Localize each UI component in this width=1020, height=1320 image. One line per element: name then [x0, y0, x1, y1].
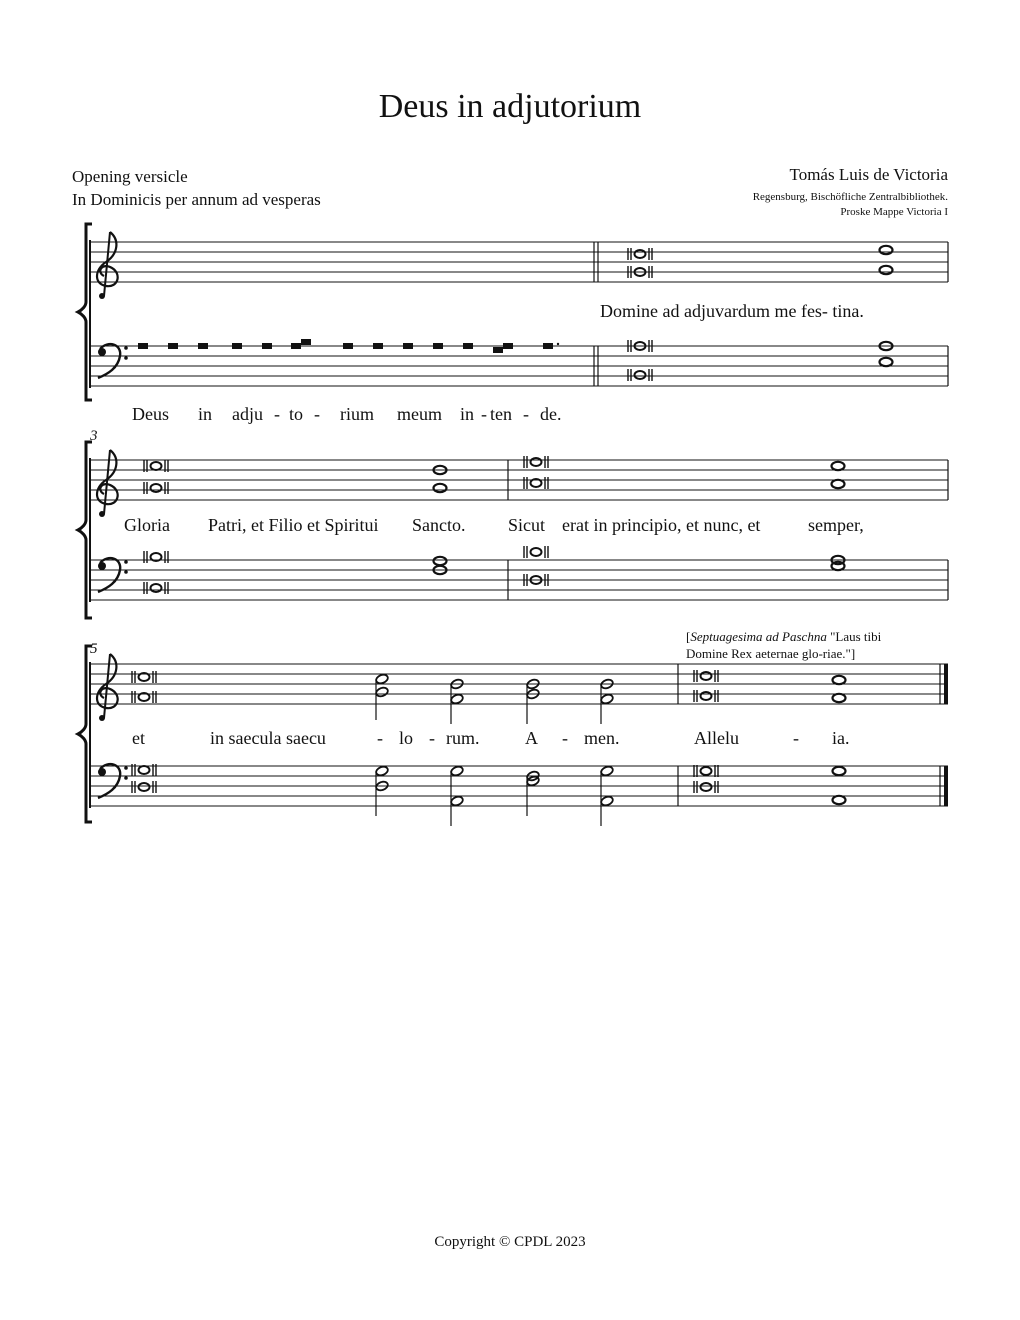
system-3: [78, 646, 948, 826]
breve-note-icon: [132, 691, 156, 703]
breve-note-icon: [628, 369, 652, 381]
lyric-syllable: adju: [232, 404, 263, 424]
lyric-syllable: A: [525, 728, 538, 748]
annotation-italic: Septuagesima ad Paschna: [690, 629, 827, 644]
whole-note-icon: [880, 266, 893, 274]
source-line-2: Proske Mappe Victoria I: [840, 206, 948, 218]
breve-note-icon: [628, 248, 652, 260]
copyright-footer: Copyright © CPDL 2023: [434, 1234, 586, 1250]
lyric-syllable: -: [377, 728, 383, 748]
subtitle-line-2: In Dominicis per annum ad vesperas: [72, 190, 321, 209]
lyric-syllable: Allelu: [694, 728, 739, 748]
lyric-syllable: to: [289, 404, 304, 424]
whole-note-icon: [833, 796, 846, 804]
whole-note-icon: [833, 676, 846, 684]
lyric-syllable: in: [460, 404, 475, 424]
half-notes-treble: [375, 673, 614, 724]
whole-note-icon: [434, 484, 447, 492]
whole-note-icon: [434, 557, 447, 565]
breve-note-icon: [132, 764, 156, 776]
lyric-syllable: ten: [490, 404, 512, 424]
lyric-syllable: Gloria: [124, 515, 170, 535]
subtitle-line-1: Opening versicle: [72, 167, 188, 186]
lyric-syllable: rium: [340, 404, 374, 424]
whole-note-icon: [832, 462, 845, 470]
response-lyric: Domine ad adjuvardum me fes- tina.: [600, 301, 864, 321]
alternate-text-note: [Septuagesima ad Paschna "Laus tibi Domine Rex aeternae glo-riae."]: [686, 629, 882, 661]
lyric-syllable: Deus: [132, 404, 169, 424]
lyric-syllable: -: [562, 728, 568, 748]
breve-note-icon: [132, 671, 156, 683]
breve-note-icon: [694, 765, 718, 777]
whole-note-icon: [880, 358, 893, 366]
measure-number: 3: [90, 428, 98, 444]
composer-name: Tomás Luis de Victoria: [789, 165, 948, 184]
score-title: Deus in adjutorium: [378, 88, 642, 125]
lyric-syllable: et: [132, 728, 145, 748]
lyric-syllable: ia.: [832, 728, 850, 748]
breve-note-icon: [144, 582, 168, 594]
annotation-line-2: Domine Rex aeternae glo-riae."]: [686, 646, 856, 661]
breve-note-icon: [144, 551, 168, 563]
source-line-1: Regensburg, Bischöfliche Zentralbibliothek.: [752, 191, 948, 203]
lyric-syllable: erat in principio, et nunc, et: [562, 515, 761, 535]
lyric-syllable: -: [481, 404, 487, 424]
measure-number: 5: [90, 641, 98, 657]
lyric-syllable: rum.: [446, 728, 480, 748]
lyric-syllable: -: [314, 404, 320, 424]
bass-clef-icon: [98, 344, 128, 378]
whole-note-icon: [833, 767, 846, 775]
lyric-syllable: Patri, et Filio et Spiritui: [208, 515, 379, 535]
breve-note-icon: [694, 690, 718, 702]
breve-note-icon: [524, 546, 548, 558]
breve-note-icon: [524, 456, 548, 468]
breve-note-icon: [694, 781, 718, 793]
lyric-syllable: -: [793, 728, 799, 748]
lyric-syllable: men.: [584, 728, 620, 748]
whole-note-icon: [832, 562, 845, 570]
lyric-syllable: -: [274, 404, 280, 424]
breve-note-icon: [144, 460, 168, 472]
breve-note-icon: [132, 781, 156, 793]
breve-note-icon: [144, 482, 168, 494]
whole-note-icon: [833, 694, 846, 702]
lyric-syllable: in: [198, 404, 213, 424]
lyric-syllable: lo: [399, 728, 414, 748]
annotation-text: "Laus tibi: [830, 629, 882, 644]
lyric-syllable: de.: [540, 404, 562, 424]
lyric-syllable: in saecula saecu: [210, 728, 326, 748]
bass-clef-icon: [98, 764, 128, 798]
lyric-syllable: -: [523, 404, 529, 424]
lyric-syllable: Sancto.: [412, 515, 466, 535]
whole-note-icon: [880, 246, 893, 254]
whole-note-icon: [832, 480, 845, 488]
breve-note-icon: [524, 477, 548, 489]
lyric-syllable: -: [429, 728, 435, 748]
bass-clef-icon: [98, 558, 128, 592]
lyric-syllable: Sicut: [508, 515, 546, 535]
breve-note-icon: [694, 670, 718, 682]
lyric-syllable: meum: [397, 404, 442, 424]
lyric-syllable: semper,: [808, 515, 864, 535]
